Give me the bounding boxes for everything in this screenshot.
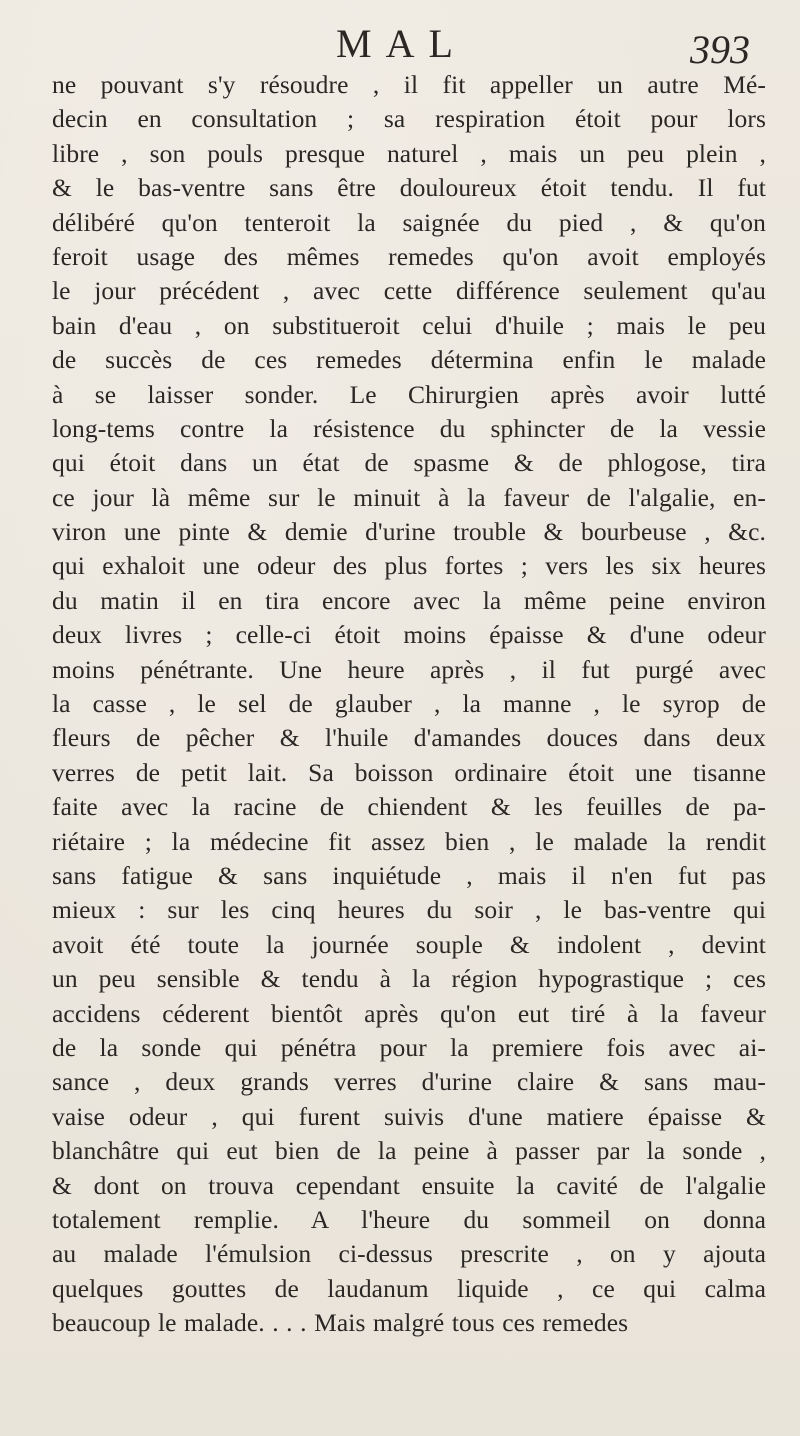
text-line: mieux : sur les cinq heures du soir , le bas-ventre qui — [52, 895, 766, 925]
text-line: faite avec la racine de chiendent & les feuilles de pa- — [52, 792, 766, 822]
text-line: quelques gouttes de laudanum liquide , ce qui calma — [52, 1273, 766, 1303]
body-text — [52, 68, 766, 1340]
text-line: du matin il en tira encore avec la même peine environ — [52, 585, 766, 615]
text-line: un peu sensible & tendu à la région hypograstique ; ces — [52, 964, 766, 994]
text-line: viron une pinte & demie d'urine trouble & bourbeuse , &c. — [52, 517, 766, 547]
text-line: bain d'eau , on substitueroit celui d'huile ; mais le peu — [52, 310, 766, 340]
text-line: sans fatigue & sans inquiétude , mais il n'en fut pas — [52, 860, 766, 890]
text-line: feroit usage des mêmes remedes qu'on avoit employés — [52, 241, 766, 271]
page-number: 393 — [690, 27, 750, 72]
page-header — [0, 18, 800, 74]
text-line: & le bas-ventre sans être douloureux étoit tendu. Il fut — [52, 173, 766, 203]
text-line: totalement remplie. A l'heure du sommeil on donna — [52, 1204, 766, 1234]
text-line: la casse , le sel de glauber , la manne , le syrop de — [52, 689, 766, 719]
text-line: blanchâtre qui eut bien de la peine à passer par la sonde , — [52, 1136, 766, 1166]
text-line: qui exhaloit une odeur des plus fortes ; vers les six heures — [52, 551, 766, 581]
text-line: ne pouvant s'y résoudre , il fit appeller un autre Mé- — [52, 70, 766, 99]
text-line: délibéré qu'on tenteroit la saignée du pied , & qu'on — [52, 207, 766, 237]
text-line: avoit été toute la journée souple & indolent , devint — [52, 929, 766, 959]
text-line: verres de petit lait. Sa boisson ordinaire étoit une tisanne — [52, 757, 766, 787]
text-line: ce jour là même sur le minuit à la faveur de l'algalie, en- — [52, 482, 766, 512]
running-head: MAL — [336, 21, 467, 66]
text-line: deux livres ; celle-ci étoit moins épaisse & d'une odeur — [52, 620, 766, 650]
text-line: vaise odeur , qui furent suivis d'une matiere épaisse & — [52, 1101, 766, 1131]
text-line: le jour précédent , avec cette différence seulement qu'au — [52, 276, 766, 306]
text-line: & dont on trouva cependant ensuite la cavité de l'algalie — [52, 1170, 766, 1200]
text-line: de succès de ces remedes détermina enfin le malade — [52, 345, 766, 375]
text-line: fleurs de pêcher & l'huile d'amandes douces dans deux — [52, 723, 766, 753]
text-line: accidens céderent bientôt après qu'on eut tiré à la faveur — [52, 998, 766, 1028]
text-line: moins pénétrante. Une heure après , il fut purgé avec — [52, 654, 766, 684]
text-line: à se laisser sonder. Le Chirurgien après avoir lutté — [52, 379, 766, 409]
text-line: qui étoit dans un état de spasme & de phlogose, tira — [52, 448, 766, 478]
text-line: libre , son pouls presque naturel , mais un peu plein , — [52, 138, 766, 168]
text-line: decin en consultation ; sa respiration étoit pour lors — [52, 104, 766, 134]
text-line: beaucoup le malade. . . . Mais malgré tous ces remedes — [52, 1308, 629, 1338]
text-line: long-tems contre la résistence du sphincter de la vessie — [52, 413, 766, 443]
text-line: de la sonde qui pénétra pour la premiere fois avec ai- — [52, 1032, 766, 1062]
text-line: riétaire ; la médecine fit assez bien , le malade la rendit — [52, 826, 766, 856]
text-line: sance , deux grands verres d'urine claire & sans mau- — [52, 1067, 766, 1097]
text-line: au malade l'émulsion ci-dessus prescrite , on y ajouta — [52, 1239, 766, 1269]
